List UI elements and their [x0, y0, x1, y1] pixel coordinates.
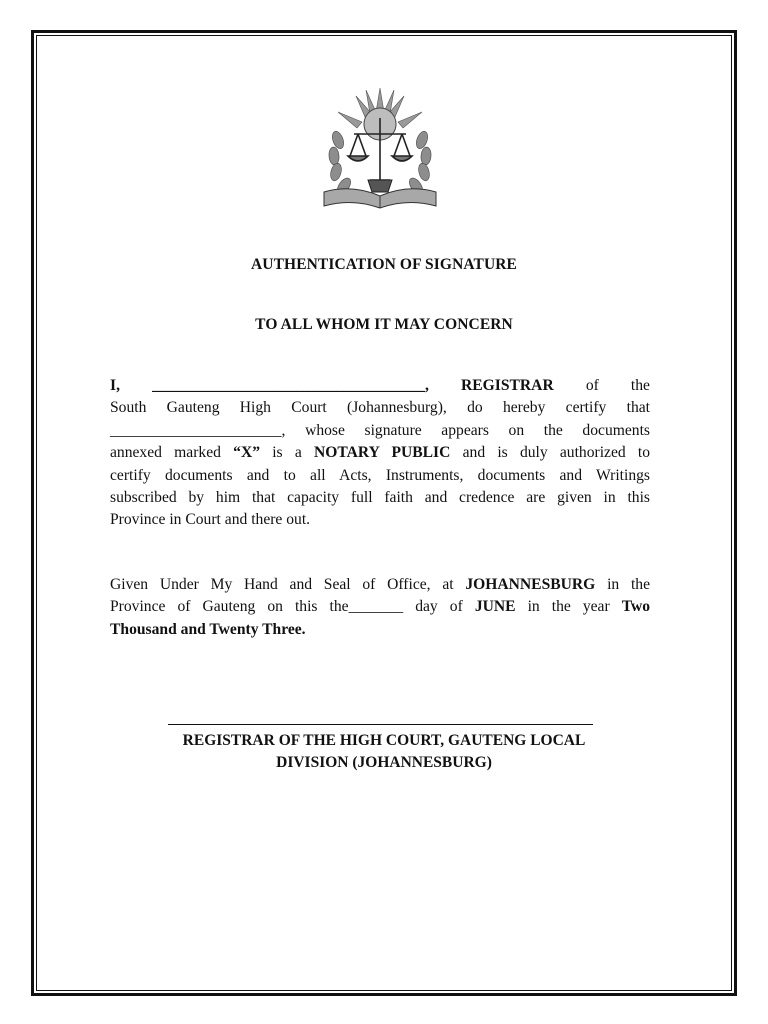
text-span: and is duly authorized to: [462, 444, 651, 462]
paragraph-line: [110, 375, 650, 397]
paragraph-line: [110, 420, 650, 442]
coat-of-arms-icon: [316, 84, 444, 212]
paragraph-line: certify documents and to all Acts, Instruments, documents and Writings: [110, 466, 650, 484]
name-blank: ___________________________________,: [152, 377, 429, 394]
paragraph-line: [110, 619, 650, 641]
month-label: JUNE: [474, 598, 516, 616]
paragraph-line: [110, 442, 650, 464]
registrar-label: REGISTRAR: [460, 377, 554, 394]
salutation: TO ALL WHOM IT MAY CONCERN: [255, 316, 513, 333]
certification-paragraph: [110, 375, 650, 532]
text-span: is a: [272, 444, 302, 462]
mark-label: “X”: [233, 444, 260, 462]
day-blank: _______: [348, 598, 404, 616]
text-span: of the: [585, 377, 650, 394]
text-span: annexed marked: [110, 444, 221, 462]
paragraph-line: Province in Court and there out.: [110, 511, 311, 529]
text-span: whose signature appears on the documents: [305, 421, 650, 439]
paragraph-line: South Gauteng High Court (Johannesburg), do hereby certify that: [110, 399, 650, 417]
text-span: Given Under My Hand and Seal of Office, at: [110, 576, 454, 593]
city-label: JOHANNESBURG: [465, 576, 596, 593]
given-paragraph: [110, 574, 650, 641]
text-span: day of: [415, 598, 463, 616]
signature-line: [168, 724, 593, 725]
paragraph-line: [110, 596, 650, 618]
notary-label: NOTARY PUBLIC: [313, 444, 451, 462]
registrar-title-line1: REGISTRAR OF THE HIGH COURT, GAUTENG LOCAL: [182, 732, 586, 749]
paragraph-line: [110, 574, 650, 596]
document-title: AUTHENTICATION OF SIGNATURE: [251, 256, 517, 273]
year-words: Thousand and Twenty Three.: [110, 620, 306, 638]
text-span: Province of Gauteng on this the: [110, 598, 349, 616]
year-label: Two: [621, 598, 651, 616]
registrar-title-line2: DIVISION (JOHANNESBURG): [276, 754, 492, 771]
text-span: in the year: [527, 598, 610, 616]
text-span: in the: [607, 576, 651, 593]
notary-name-blank: ______________________,: [110, 421, 286, 439]
paragraph-line: subscribed by him that capacity full faith and credence are given in this: [110, 489, 650, 507]
opening-word: I,: [110, 377, 120, 394]
